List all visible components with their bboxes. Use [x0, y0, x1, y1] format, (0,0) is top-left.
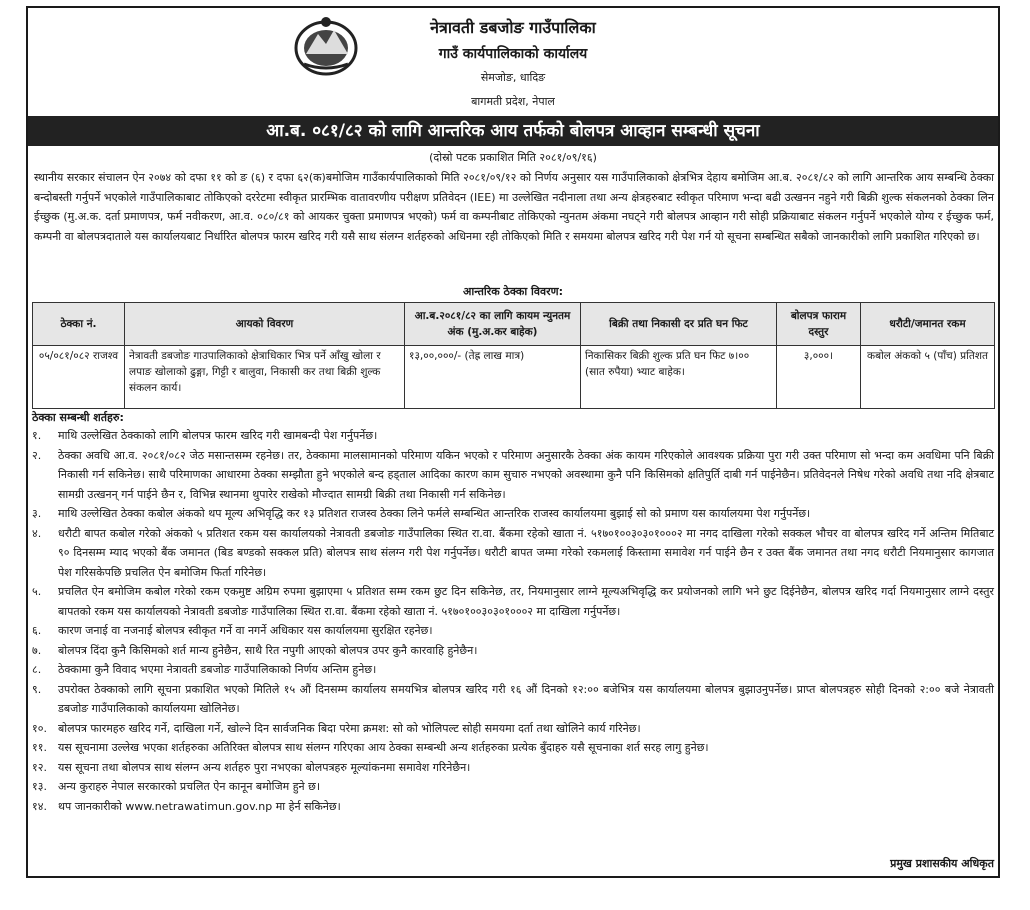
notice-title: आ.ब. ०८१/८२ को लागि आन्तरिक आय तर्फको बोलपत्र आव्हान सम्बन्धी सूचना — [28, 116, 998, 146]
term-text: कारण जनाई वा नजनाई बोलपत्र स्वीकृत गर्ने वा नगर्ने अधिकार यस कार्यालयमा सुरक्षित रहनेछ। — [58, 624, 433, 637]
term-text: माथि उल्लेखित ठेक्का कबोल अंकको थप मूल्य अभिवृद्धि कर १३ प्रतिशत राजस्व ठेक्का लिने फर्मले सम्बन्धित आन्तरिक राजस्व कार्यालयमा बुझाई सो को प्रमाण यस कार्यालयमा पेश गर्नुपर्नेछ। — [58, 507, 811, 520]
term-text: थप जानकारीको www.netrawatimun.gov.np मा हेर्न सकिनेछ। — [58, 799, 341, 813]
list-item — [32, 446, 994, 505]
term-number: १०. — [32, 721, 47, 735]
list-item — [32, 641, 994, 661]
list-item — [32, 660, 994, 680]
municipality-name: नेत्रावती डबजोङ गाउँपालिका — [430, 18, 596, 37]
term-text: धरौटी बापत कबोल गरेको अंकको ५ प्रतिशत रकम यस कार्यालयको नेत्रावती डबजोङ गाउँपालिका स्थित रा.वा. बैंकमा रहेको खाता नं. ५१७०१००३०३०१०००२ मा नगद दाखिला गरेको सक्कल भौचर वा बोलपत्र खरिद गर्ने अन्तिम मितिबाट ९० दिनसम्म म्याद भएको बैंक जमानत (बिड बण्डको सक्कल प्रति) बोलपत्र साथ संलग्न गरी पेश गर्नुपर्नेछ। धरौटी बापत जम्मा गरेको रकमलाई किस्तामा समावेश गर्न पाईने छैन र उक्त बैंक जमानत तथा नगद धरौटी नियमानुसार कागजात पेश गरिसकेपछि प्रचलित ऐन बमोजिम फिर्ता गरिनेछ। — [58, 526, 994, 579]
table-row — [33, 346, 995, 409]
term-text: यस सूचनामा उल्लेख भएका शर्तहरुका अतिरिक्त बोलपत्र साथ संलग्न गरिएका आय ठेक्का सम्बन्धी अन्य शर्तहरुका प्रत्येक बुँदाहरु यसै सूचनाका शर्त सरह लागु हुनेछ। — [58, 741, 709, 754]
province-name: बागमती प्रदेश, नेपाल — [471, 95, 555, 108]
term-number: ११. — [32, 741, 47, 754]
term-number: २. — [32, 448, 42, 462]
cell-contract-no: ०५/०८१/०८२ राजश्व — [33, 346, 125, 409]
term-text: माथि उल्लेखित ठेक्काको लागि बोलपत्र फारम खरिद गरी खामबन्दी पेश गर्नुपर्नेछ। — [58, 429, 378, 442]
term-number: १. — [32, 429, 42, 442]
cell-form-fee: ३,०००। — [777, 346, 861, 409]
cell-rate: निकासिकर बिक्री शुल्क प्रति घन फिट ७।०० (सात रुपैया) भ्याट बाहेक। — [581, 346, 777, 409]
term-number: ९. — [32, 682, 42, 696]
intro-paragraph: स्थानीय सरकार संचालन ऐन २०७४ को दफा ११ को ङ (६) र दफा ६२(क)बमोजिम गाउँकार्यपालिकाको मिति २०८१/०९/१२ को निर्णय अनुसार यस गाउँपालिकाको क्षेत्रभित्र देहाय बमोजिम आ.ब. २०८१/८२ को लागि आन्तरिक आय सम्बन्धि ठेक्का बन्दोबस्ती गर्नुपर्ने भएकोले गाउँपालिकाबाट तोकिएको दररेटमा स्वीकृत प्रारम्भिक वातावरणीय परीक्षण प्रतिवेदन (IEE) मा उल्लेखित नदीनाला तथा अन्य क्षेत्रहरुबाट स्वीकृत परिमाण भन्दा बढी उत्खनन नहुने गरी बिक्री शुल्क संकलनको ठेक्का लिन ईच्छुक (मु.अ.क. दर्ता प्रमाणपत्र, फर्म नवीकरण, आ.व. ०८०/८१ को आयकर चुक्ता प्रमाणपत्र भएको) फर्म वा कम्पनीबाट तोकिएको न्युनतम अंकमा नघट्ने गरी बोलपत्र आव्हान गरी सोही प्रक्रियाबाट संकलन गर्नुपर्ने भएकोले योग्य र ईच्छुक फर्म, कम्पनी वा बोलपत्रदाताले यस कार्यालयबाट निर्धारित बोलपत्र फारम खरिद गरी यसै साथ संलग्न शर्तहरुको अधिनमा रही तोकिएको मिति र समयमा बोलपत्र खरिद गरी पेश गर्न यो सूचना सम्बन्धित सबैको जानकारीको लागि प्रकाशित गरिएको छ। — [34, 171, 994, 243]
term-text: बोलपत्र फारमहरु खरिद गर्ने, दाखिला गर्ने, खोल्ने दिन सार्वजनिक बिदा परेमा क्रमश: सो को भोलिपल्ट सोही समयमा दर्ता तथा खोलिने कार्य गरिनेछ। — [58, 721, 641, 735]
list-item — [32, 797, 994, 817]
term-text: अन्य कुराहरु नेपाल सरकारको प्रचलित ऐन कानून बमोजिम हुने छ। — [58, 780, 321, 793]
table-header-row — [33, 303, 995, 346]
header-deposit: धरौटी/जमानत रकम — [861, 303, 995, 346]
header-rate: बिक्री तथा निकासी दर प्रति घन फिट — [581, 303, 777, 346]
office-location: सेमजोङ, धादिङ — [480, 71, 546, 84]
term-number: १४. — [32, 799, 47, 813]
list-item — [32, 504, 994, 524]
list-item — [32, 426, 994, 446]
signatory-title: प्रमुख प्रशासकीय अधिकृत — [890, 857, 994, 870]
term-number: १३. — [32, 780, 47, 793]
term-text: बोलपत्र दिंदा कुनै किसिमको शर्त मान्य हुनेछैन, साथै रित नपुगी आएको बोलपत्र उपर कुनै कारवाहि हुनेछैन। — [58, 643, 478, 657]
cell-deposit: कबोल अंकको ५ (पाँच) प्रतिशत — [861, 346, 995, 409]
term-number: १२. — [32, 760, 47, 774]
term-text: उपरोक्त ठेक्काको लागि सूचना प्रकाशित भएको मितिले १५ औं दिनसम्म कार्यालय समयभित्र बोलपत्र खरिद गरी १६ औं दिनको १२:०० बजेभित्र यस कार्यालयमा बोलपत्र बुझाउनुपर्नेछ। प्राप्त बोलपत्रहरु सोही दिनको २:०० बजे नेत्रावती डबजोङ गाउँपालिकाको कार्यालयमा खोलिनेछ। — [58, 682, 995, 715]
terms-list — [32, 426, 994, 816]
terms-heading: ठेक्का सम्बन्धी शर्तहरु: — [32, 411, 124, 424]
table-caption: आन्तरिक ठेक्का विवरण: — [463, 285, 563, 298]
term-number: ६. — [32, 624, 42, 637]
term-number: ४. — [32, 526, 42, 540]
publication-date: (दोस्रो पटक प्रकाशित मिति २०८१/०९/१६) — [429, 151, 597, 164]
header-form-fee: बोलपत्र फाराम दस्तुर — [777, 303, 861, 346]
term-text: प्रचलित ऐन बमोजिम कबोल गरेको रकम एकमुष्ट अग्रिम रुपमा बुझाएमा ५ प्रतिशत सम्म रकम छुट दिन सकिनेछ, तर, नियमानुसार लाग्ने मूल्यअभिवृद्धि कर प्रयोजनको लागि भने छुट दिईनेछैन, बोलपत्र खरिद गर्दा नियमानुसार लाग्ने दस्तुर बापतको रकम यस कार्यालयको नेत्रावती डबजोङ गाउँपालिका स्थित रा.वा. बैंकमा रहेको खाता नं. ५१७०१००३०३०१०००२ मा दाखिला गर्नुपर्नेछ। — [58, 585, 994, 618]
cell-min-amount: १३,००,०००/- (तेह्र लाख मात्र) — [405, 346, 581, 409]
term-number: ७. — [32, 643, 42, 657]
list-item — [32, 758, 994, 778]
contract-table — [32, 302, 995, 409]
list-item — [32, 719, 994, 739]
list-item — [32, 524, 994, 583]
list-item — [32, 582, 994, 621]
term-number: ३. — [32, 507, 42, 520]
header-min-amount: आ.ब.२०८१/८२ का लागि कायम न्युनतम अंक (मु.अ.कर बाहेक) — [405, 303, 581, 346]
term-number: ८. — [32, 663, 42, 676]
list-item — [32, 777, 994, 797]
header-contract-no: ठेक्का नं. — [33, 303, 125, 346]
public-notice — [26, 6, 1000, 878]
term-text: यस सूचना तथा बोलपत्र साथ संलग्न अन्य शर्तहरु पुरा नभएका बोलपत्रहरु मूल्यांकनमा समावेश गरिनेछैन। — [58, 760, 471, 774]
header-income-description: आयको विवरण — [125, 303, 405, 346]
list-item — [32, 621, 994, 641]
term-number: ५. — [32, 585, 42, 598]
list-item — [32, 680, 994, 719]
list-item — [32, 738, 994, 758]
term-text: ठेक्कामा कुनै विवाद भएमा नेत्रावती डबजोङ गाउँपालिकाको निर्णय अन्तिम हुनेछ। — [58, 663, 377, 676]
term-text: ठेक्का अवधि आ.व. २०८१/०८२ जेठ मसान्तसम्म रहनेछ। तर, ठेक्कामा मालसामानको परिमाण यकिन भएको र परिमाण अनुसारकै ठेक्का अंक कायम गरिएकोले आवश्यक प्रक्रिया पुरा गरी उक्त परिमाण सो भन्दा कम अवधिमा पनि बिक्री निकासी गर्न सकिनेछ। साथै परिमाणका आधारमा ठेक्का सम्झौता हुने भएकोले बन्द हड्ताल आदिका कारण काम सुचारु नभएको अवस्थामा कुनै पनि किसिमको क्षतिपुर्ति दाबी गर्न पाईनेछैन। प्रतिवेदनले निषेध गरेको अवधि तथा नदि क्षेत्रबाट सामग्री उत्खनन् गर्न पाईने छैन र, विभिन्न स्थानमा थुपारेर राखेको मौज्दात सामग्री बिक्री तथा निकासी गर्न सकिनेछ। — [58, 448, 994, 501]
office-name: गाउँ कार्यपालिकाको कार्यालय — [438, 46, 588, 62]
cell-description: नेत्रावती डबजोङ गाउपालिकाको क्षेत्राधिकार भित्र पर्ने आँखु खोला र लपाङ खोलाको ढुङ्गा, गिट्टी र बालुवा, निकासी कर तथा बिक्री शुल्क संकलन कार्य। — [125, 346, 405, 409]
